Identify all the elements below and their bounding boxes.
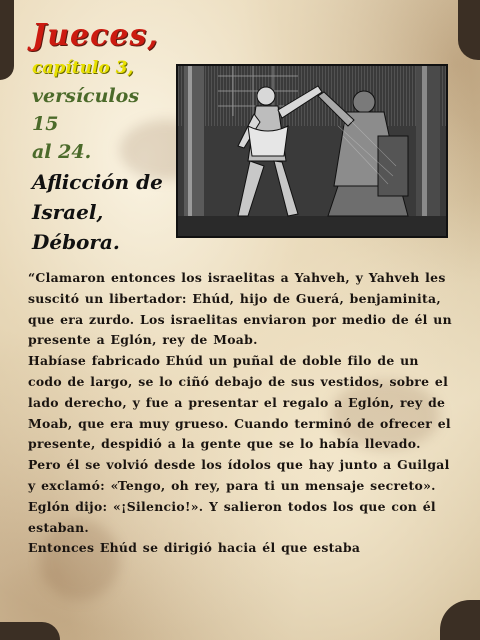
paragraph: “Clamaron entonces los israelitas a Yahveh, y Yahveh les suscitó un libertador: Ehúd, hijo de Guerá, benjaminita, que era zurdo. Los israelitas enviaron por medio de él un presente a Eglón, rey de Moab. — [28, 270, 452, 348]
subtitle-line-2: Israel, — [32, 200, 104, 224]
verses-line-1: versículos 15 — [32, 85, 140, 135]
scripture-text — [28, 268, 456, 559]
chapter-label: capítulo 3, — [32, 58, 134, 78]
torn-edge — [0, 622, 60, 640]
book-title: Jueces, — [32, 18, 159, 53]
paragraph: Entonces Ehúd se dirigió hacia él que estaba — [28, 540, 361, 556]
torn-edge — [0, 0, 14, 80]
torn-edge — [458, 0, 480, 60]
subtitle-line-1: Aflicción de — [32, 170, 163, 194]
engraving-ehud-killing-eglon-icon — [178, 66, 446, 236]
verses-line-2: al 24. — [32, 141, 92, 163]
torn-edge — [440, 600, 480, 640]
paragraph: Habíase fabricado Ehúd un puñal de doble filo de un codo de largo, se lo ciñó debajo de sus vestidos, sobre el lado derecho, y fue a presentar el regalo a Eglón, rey de Moab, que era muy grueso. Cuando terminó de ofrecer el presente, despidió a la gente que se lo había llevado. Pero él se volvió desde los ídolos que hay junto a Guilgal y exclamó: «Tengo, oh rey, para ti un mensaje secreto». Eglón dijo: «¡Silencio!». Y salieron todos los que con él estaban. — [28, 353, 451, 535]
heading-block — [32, 18, 172, 256]
subtitle-line-3: Débora. — [32, 230, 120, 254]
engraving-illustration — [176, 64, 448, 238]
